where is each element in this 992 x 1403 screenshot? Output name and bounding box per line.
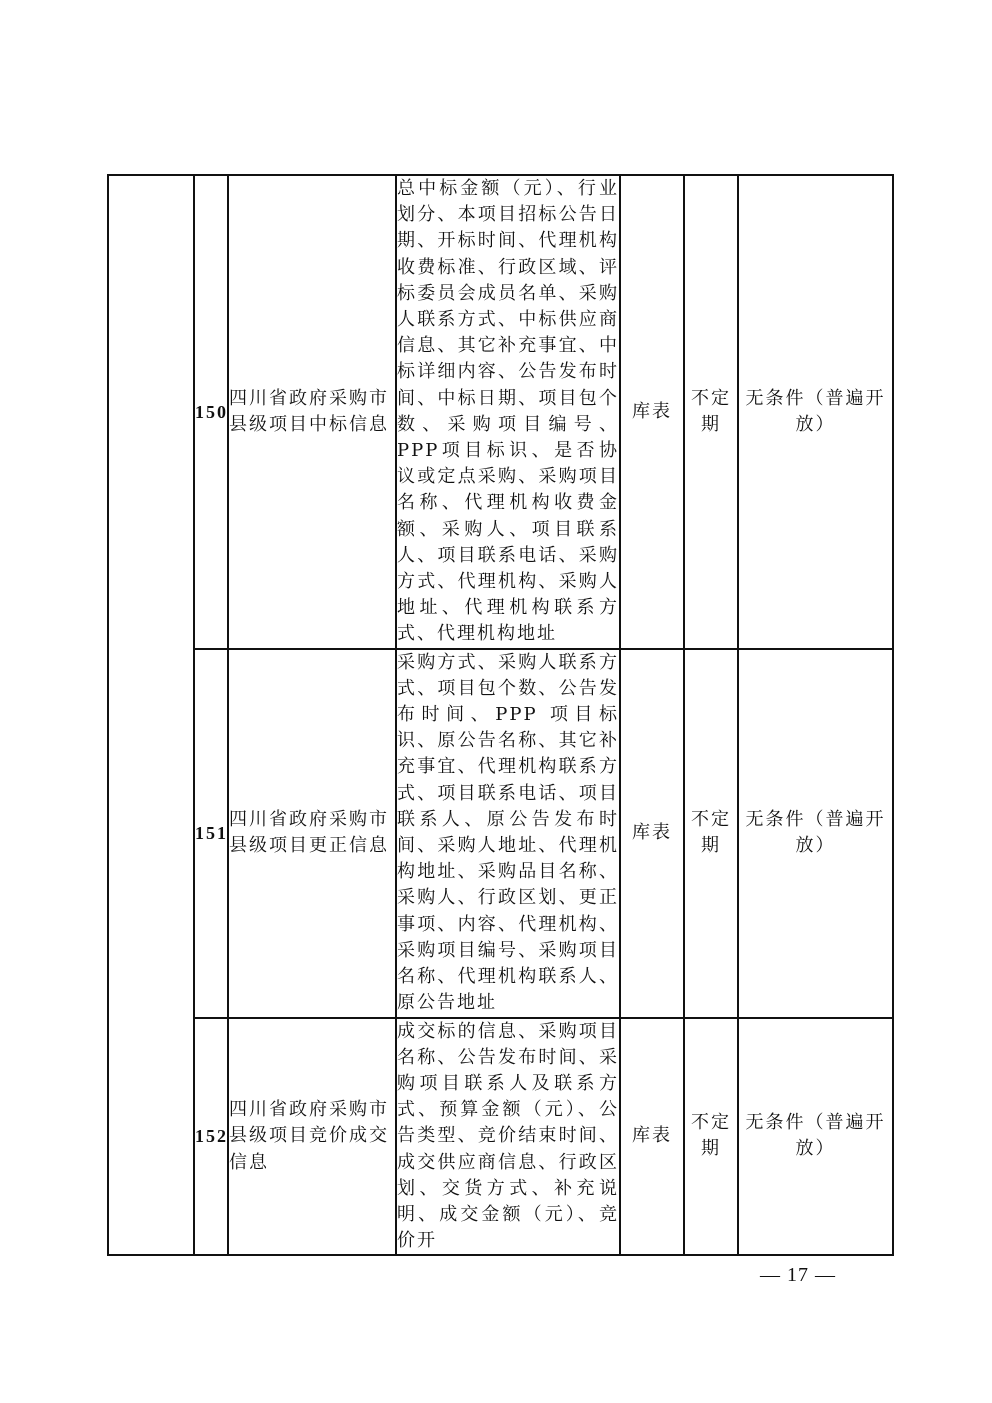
table-row — [108, 1018, 893, 1256]
table-row — [108, 649, 893, 1018]
resource-name: 四川省政府采购市县级项目中标信息 — [228, 175, 396, 649]
update-frequency: 不定期 — [684, 1018, 738, 1256]
data-items-text: 采购方式、采购人联系方式、项目包个数、公告发布时间、PPP 项目标识、原公告名称、其它补充事宜、代理机构联系方式、项目联系电话、项目联系人、原公告发布时间、采购人地址、代理机构地址、采购品目名称、采购人、行政区划、更正事项、内容、代理机构、采购项目编号、采购项目名称、代理机构联系人、原公告地址 — [397, 651, 619, 1014]
sharing-type: 无条件（普遍开放） — [738, 175, 893, 649]
sharing-type: 无条件（普遍开放） — [738, 1018, 893, 1256]
table-row — [108, 175, 893, 649]
resource-name: 四川省政府采购市县级项目更正信息 — [228, 649, 396, 1018]
row-number: 150 — [194, 175, 228, 649]
resource-format: 库表 — [620, 175, 684, 649]
update-frequency: 不定期 — [684, 649, 738, 1018]
category-cell — [108, 175, 194, 1255]
data-items — [396, 1018, 620, 1256]
resource-format: 库表 — [620, 1018, 684, 1256]
data-items-text: 总中标金额（元）、行业划分、本项目招标公告日期、开标时间、代理机构收费标准、行政区域、评标委员会成员名单、采购人联系方式、中标供应商信息、其它补充事宜、中标详细内容、公告发布时间、中标日期、项目包个数、采购项目编号、PPP项目标识、是否协议或定点采购、采购项目名称、代理机构收费金额、采购人、项目联系人、项目联系电话、采购方式、代理机构、采购人地址、代理机构联系方式、代理机构地址 — [397, 178, 619, 645]
data-items — [396, 649, 620, 1018]
sharing-type: 无条件（普遍开放） — [738, 649, 893, 1018]
resource-name: 四川省政府采购市县级项目竞价成交信息 — [228, 1018, 396, 1256]
row-number: 152 — [194, 1018, 228, 1256]
update-frequency: 不定期 — [684, 175, 738, 649]
page-number: — 17 — — [760, 1264, 836, 1286]
data-items — [396, 175, 620, 649]
resource-format: 库表 — [620, 649, 684, 1018]
row-number: 151 — [194, 649, 228, 1018]
data-items-text: 成交标的信息、采购项目名称、公告发布时间、采购项目联系人及联系方式、预算金额（元）、公告类型、竞价结束时间、成交供应商信息、行政区划、交货方式、补充说明、成交金额（元）、竞价开 — [397, 1020, 619, 1252]
data-catalog-table — [107, 174, 894, 1256]
